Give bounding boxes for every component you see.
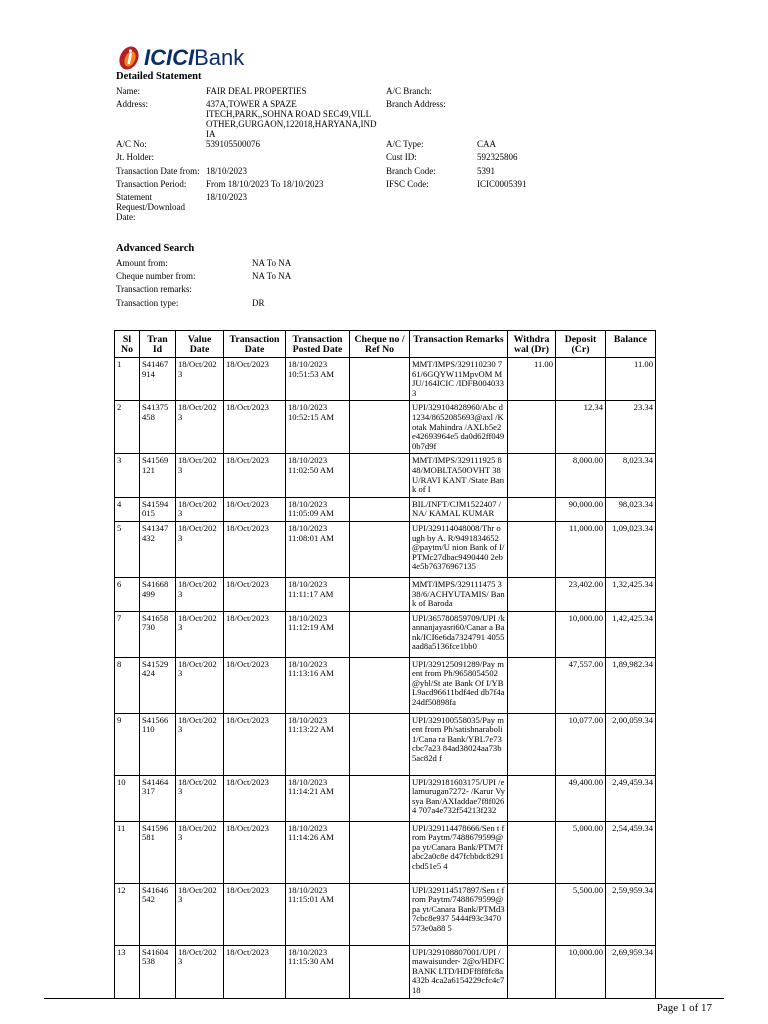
cell-remarks: UPI/329104828960/Abc d1234/8652085693@axl /Kotak Mahindra /AXLb5e2e42693964e5 da0d62ff0490b7d9f: [410, 401, 508, 454]
cell-remarks: MMT/IMPS/329110230 761/6GQYW11MpvOM MJU/164ICIC /IDFB0040333: [410, 358, 508, 401]
ac-no-value: 539105500076: [206, 139, 260, 149]
cell-remarks: UPI/329181603175/UPI /elamurugan7272- /Karur Vysya Ban/AXIaddae7f8f0264 707a4e732f54213f232: [410, 775, 508, 821]
cell-tran-id: S41375 458: [140, 401, 176, 454]
cell-tran-id: S41668 499: [140, 577, 176, 611]
branch-address-label: Branch Address:: [386, 99, 446, 109]
cell-cheque-ref: [350, 775, 410, 821]
cell-deposit: 10,077.00: [556, 713, 606, 775]
table-row: [115, 358, 656, 401]
statement-title: Detailed Statement: [116, 71, 202, 82]
icici-bank-logo: [116, 44, 244, 72]
address-value: 437A,TOWER A SPAZE ITECH,PARK,,SOHNA ROAD SEC49,VILL OTHER,GURGAON,122018,HARYANA,IND IA: [206, 99, 377, 139]
cell-remarks: MMT/IMPS/329111475 338/6/ACHYUTAMIS/ Bank of Baroda: [410, 577, 508, 611]
type-label: Transaction type:: [116, 298, 179, 308]
account-info-left: [116, 86, 386, 226]
table-row: [115, 821, 656, 883]
cell-tran-id: S41467 914: [140, 358, 176, 401]
cell-sl-no: 4: [115, 497, 140, 521]
cell-value-date: 18/Oct/202 3: [176, 577, 224, 611]
table-row: [115, 454, 656, 497]
cell-posted-date: 18/10/2023 10:51:53 AM: [286, 358, 350, 401]
cell-sl-no: 8: [115, 657, 140, 713]
cell-sl-no: 3: [115, 454, 140, 497]
header-withdrawal: Withdra wal (Dr): [508, 331, 556, 358]
branch-code-value: 5391: [477, 166, 495, 176]
cell-cheque-ref: [350, 577, 410, 611]
cell-transaction-date: 18/Oct/2023: [224, 713, 286, 775]
header-balance: Balance: [606, 331, 656, 358]
cell-sl-no: 1: [115, 358, 140, 401]
cell-withdrawal: [508, 401, 556, 454]
cell-value-date: 18/Oct/202 3: [176, 883, 224, 945]
cell-balance: 98,023.34: [606, 497, 656, 521]
cell-value-date: 18/Oct/202 3: [176, 657, 224, 713]
advanced-search-title: Advanced Search: [116, 243, 195, 254]
cell-balance: 11.00: [606, 358, 656, 401]
cell-cheque-ref: [350, 454, 410, 497]
cell-remarks: UPI/365780859709/UPI /kannanjayasri60/Canar a Bank/ICI6e6da7324791 4055aad8a5136fce1bb0: [410, 611, 508, 657]
cell-balance: 2,49,459.34: [606, 775, 656, 821]
cheque-value: NA To NA: [252, 271, 292, 281]
table-row: [115, 577, 656, 611]
cell-tran-id: S41529 424: [140, 657, 176, 713]
cell-deposit: 49,400.00: [556, 775, 606, 821]
cell-withdrawal: [508, 454, 556, 497]
cell-transaction-date: 18/Oct/2023: [224, 821, 286, 883]
cell-transaction-date: 18/Oct/2023: [224, 775, 286, 821]
cell-withdrawal: [508, 497, 556, 521]
cell-cheque-ref: [350, 358, 410, 401]
cell-transaction-date: 18/Oct/2023: [224, 497, 286, 521]
cell-balance: 1,89,982.34: [606, 657, 656, 713]
cell-deposit: 5,500.00: [556, 883, 606, 945]
cell-posted-date: 18/10/2023 11:14:21 AM: [286, 775, 350, 821]
cell-balance: 2,59,959.34: [606, 883, 656, 945]
table-row: [115, 945, 656, 998]
cell-tran-id: S41658 730: [140, 611, 176, 657]
txn-date-from-value: 18/10/2023: [206, 166, 248, 176]
cell-value-date: 18/Oct/202 3: [176, 945, 224, 998]
cell-sl-no: 12: [115, 883, 140, 945]
cell-deposit: 12.34: [556, 401, 606, 454]
table-row: [115, 657, 656, 713]
transactions-table: [114, 330, 656, 999]
cell-deposit: [556, 358, 606, 401]
cell-tran-id: S41594 015: [140, 497, 176, 521]
cell-balance: 2,00,059.34: [606, 713, 656, 775]
cell-cheque-ref: [350, 497, 410, 521]
name-value: FAIR DEAL PROPERTIES: [206, 86, 307, 96]
cell-transaction-date: 18/Oct/2023: [224, 521, 286, 577]
cell-posted-date: 18/10/2023 11:02:50 AM: [286, 454, 350, 497]
cell-cheque-ref: [350, 821, 410, 883]
table-row: [115, 611, 656, 657]
logo-suffix: Bank: [194, 45, 245, 70]
header-deposit: Deposit (Cr): [556, 331, 606, 358]
advanced-search-info: [116, 258, 416, 314]
cell-tran-id: S41347 432: [140, 521, 176, 577]
cell-posted-date: 18/10/2023 11:05:09 AM: [286, 497, 350, 521]
cell-deposit: 10,000.00: [556, 611, 606, 657]
cell-value-date: 18/Oct/202 3: [176, 821, 224, 883]
txn-date-from-label: Transaction Date from:: [116, 166, 200, 176]
cell-deposit: 47,557.00: [556, 657, 606, 713]
cell-value-date: 18/Oct/202 3: [176, 611, 224, 657]
cell-transaction-date: 18/Oct/2023: [224, 401, 286, 454]
branch-code-label: Branch Code:: [386, 166, 436, 176]
cell-balance: 2,69,959.34: [606, 945, 656, 998]
header-transaction-date: Transaction Date: [224, 331, 286, 358]
cell-balance: 1,42,425.34: [606, 611, 656, 657]
cell-posted-date: 18/10/2023 11:15:30 AM: [286, 945, 350, 998]
cell-posted-date: 18/10/2023 11:13:22 AM: [286, 713, 350, 775]
cell-posted-date: 18/10/2023 11:12:19 AM: [286, 611, 350, 657]
cell-remarks: BIL/INFT/CJM1522407 /NA/ KAMAL KUMAR: [410, 497, 508, 521]
amount-value: NA To NA: [252, 258, 292, 268]
cell-deposit: 11,000.00: [556, 521, 606, 577]
txn-period-value: From 18/10/2023 To 18/10/2023: [206, 179, 324, 189]
cell-remarks: UPI/329100558035/Pay ment from Ph/satishnaraboli1/Cana ra Bank/YBL7e73cbc7a23 84ad38024aa73b5ac82d f: [410, 713, 508, 775]
header-remarks: Transaction Remarks: [410, 331, 508, 358]
table-header-row: [115, 331, 656, 358]
header-sl-no: Sl No: [115, 331, 140, 358]
cell-withdrawal: [508, 945, 556, 998]
address-label: Address:: [116, 99, 148, 109]
cell-withdrawal: [508, 521, 556, 577]
logo-wordmark: [144, 45, 244, 71]
name-label: Name:: [116, 86, 140, 96]
remarks-label: Transaction remarks:: [116, 284, 192, 294]
cell-transaction-date: 18/Oct/2023: [224, 883, 286, 945]
cell-value-date: 18/Oct/202 3: [176, 497, 224, 521]
cell-transaction-date: 18/Oct/2023: [224, 657, 286, 713]
cell-cheque-ref: [350, 883, 410, 945]
cell-deposit: 23,402.00: [556, 577, 606, 611]
cell-transaction-date: 18/Oct/2023: [224, 577, 286, 611]
cell-sl-no: 10: [115, 775, 140, 821]
cell-posted-date: 18/10/2023 11:13:16 AM: [286, 657, 350, 713]
cust-id-value: 592325806: [477, 152, 518, 162]
cell-withdrawal: [508, 657, 556, 713]
cell-withdrawal: [508, 611, 556, 657]
cell-withdrawal: [508, 577, 556, 611]
cell-remarks: UPI/329125091289/Pay ment from Ph/9658054502@ybl/St ate Bank Of I/YBL9acd96611bdf4ed db7f4a24df50898fa: [410, 657, 508, 713]
cell-remarks: UPI/329114517897/Sen t from Paytm/7488679599@pa yt/Canara Bank/PTMd37cbc8e937 5444f93c3470573e0a88 5: [410, 883, 508, 945]
cell-withdrawal: [508, 775, 556, 821]
header-cheque-ref: Cheque no / Ref No: [350, 331, 410, 358]
cell-deposit: 5,000.00: [556, 821, 606, 883]
cell-cheque-ref: [350, 611, 410, 657]
ifsc-value: ICIC0005391: [477, 179, 527, 189]
header-posted-date: Transaction Posted Date: [286, 331, 350, 358]
cell-withdrawal: 11.00: [508, 358, 556, 401]
cell-value-date: 18/Oct/202 3: [176, 775, 224, 821]
logo-brand: ICICI: [144, 45, 195, 70]
cell-tran-id: S41604 538: [140, 945, 176, 998]
cell-posted-date: 18/10/2023 11:14:26 AM: [286, 821, 350, 883]
cell-deposit: 90,000.00: [556, 497, 606, 521]
table-row: [115, 497, 656, 521]
cell-transaction-date: 18/Oct/2023: [224, 611, 286, 657]
cell-deposit: 8,000.00: [556, 454, 606, 497]
cell-posted-date: 18/10/2023 11:15:01 AM: [286, 883, 350, 945]
cell-sl-no: 5: [115, 521, 140, 577]
cell-remarks: UPI/329108807001/UPI /mawaisunder- 2@o/HDFC BANK LTD/HDFf8f8fc8a432b 4ca2a6154229cfc4c718: [410, 945, 508, 998]
icici-logo-icon: [116, 45, 142, 71]
account-info-right: [386, 86, 626, 196]
cell-remarks: MMT/IMPS/329111925 848/MOBLTA50OVHT 38U/RAVI KANT /State Bank of I: [410, 454, 508, 497]
cell-tran-id: S41566 110: [140, 713, 176, 775]
cell-remarks: UPI/329114478666/Sen t from Paytm/7488679599@pa yt/Canara Bank/PTM7fabc2a0c8e d47fcbbdc8291cbd51e5 4: [410, 821, 508, 883]
cell-deposit: 10,000.00: [556, 945, 606, 998]
cell-balance: 1,09,023.34: [606, 521, 656, 577]
ifsc-label: IFSC Code:: [386, 179, 429, 189]
cell-sl-no: 11: [115, 821, 140, 883]
header-value-date: Value Date: [176, 331, 224, 358]
cell-tran-id: S41646 542: [140, 883, 176, 945]
cell-transaction-date: 18/Oct/2023: [224, 945, 286, 998]
cell-balance: 8,023.34: [606, 454, 656, 497]
cell-posted-date: 18/10/2023 11:11:17 AM: [286, 577, 350, 611]
cell-withdrawal: [508, 713, 556, 775]
cell-value-date: 18/Oct/202 3: [176, 521, 224, 577]
cell-balance: 1,32,425.34: [606, 577, 656, 611]
table-row: [115, 713, 656, 775]
cust-id-label: Cust ID:: [386, 152, 417, 162]
cell-sl-no: 13: [115, 945, 140, 998]
cell-transaction-date: 18/Oct/2023: [224, 454, 286, 497]
stmt-date-value: 18/10/2023: [206, 192, 248, 202]
cell-posted-date: 18/10/2023 11:08:01 AM: [286, 521, 350, 577]
ac-branch-label: A/C Branch:: [386, 86, 432, 96]
cell-value-date: 18/Oct/202 3: [176, 454, 224, 497]
cell-value-date: 18/Oct/202 3: [176, 358, 224, 401]
table-row: [115, 521, 656, 577]
ac-type-value: CAA: [477, 139, 497, 149]
page-number: Page 1 of 17: [656, 1002, 712, 1014]
footer-divider: [44, 998, 724, 999]
ac-no-label: A/C No:: [116, 139, 147, 149]
cell-balance: 2,54,459.34: [606, 821, 656, 883]
ac-type-label: A/C Type:: [386, 139, 424, 149]
cheque-label: Cheque number from:: [116, 271, 196, 281]
transactions-body: [115, 358, 656, 999]
jt-holder-label: Jt. Holder:: [116, 152, 154, 162]
table-row: [115, 883, 656, 945]
cell-cheque-ref: [350, 713, 410, 775]
stmt-date-label: Statement Request/Download Date:: [116, 192, 185, 222]
cell-withdrawal: [508, 821, 556, 883]
table-row: [115, 401, 656, 454]
amount-label: Amount from:: [116, 258, 168, 268]
cell-posted-date: 18/10/2023 10:52:15 AM: [286, 401, 350, 454]
cell-transaction-date: 18/Oct/2023: [224, 358, 286, 401]
cell-sl-no: 6: [115, 577, 140, 611]
cell-sl-no: 2: [115, 401, 140, 454]
cell-value-date: 18/Oct/202 3: [176, 401, 224, 454]
cell-balance: 23.34: [606, 401, 656, 454]
header-tran-id: Tran Id: [140, 331, 176, 358]
cell-tran-id: S41596 581: [140, 821, 176, 883]
cell-cheque-ref: [350, 521, 410, 577]
cell-sl-no: 9: [115, 713, 140, 775]
cell-remarks: UPI/329114048008/Thr ough by A. R/9491834652@paytm/U nion Bank of I/PTMc27dbac9490440 2eb4e5b76376967135: [410, 521, 508, 577]
cell-sl-no: 7: [115, 611, 140, 657]
type-value: DR: [252, 298, 265, 308]
cell-withdrawal: [508, 883, 556, 945]
table-row: [115, 775, 656, 821]
cell-tran-id: S41569 121: [140, 454, 176, 497]
cell-value-date: 18/Oct/202 3: [176, 713, 224, 775]
cell-tran-id: S41464 317: [140, 775, 176, 821]
cell-cheque-ref: [350, 945, 410, 998]
txn-period-label: Transaction Period:: [116, 179, 187, 189]
cell-cheque-ref: [350, 401, 410, 454]
cell-cheque-ref: [350, 657, 410, 713]
